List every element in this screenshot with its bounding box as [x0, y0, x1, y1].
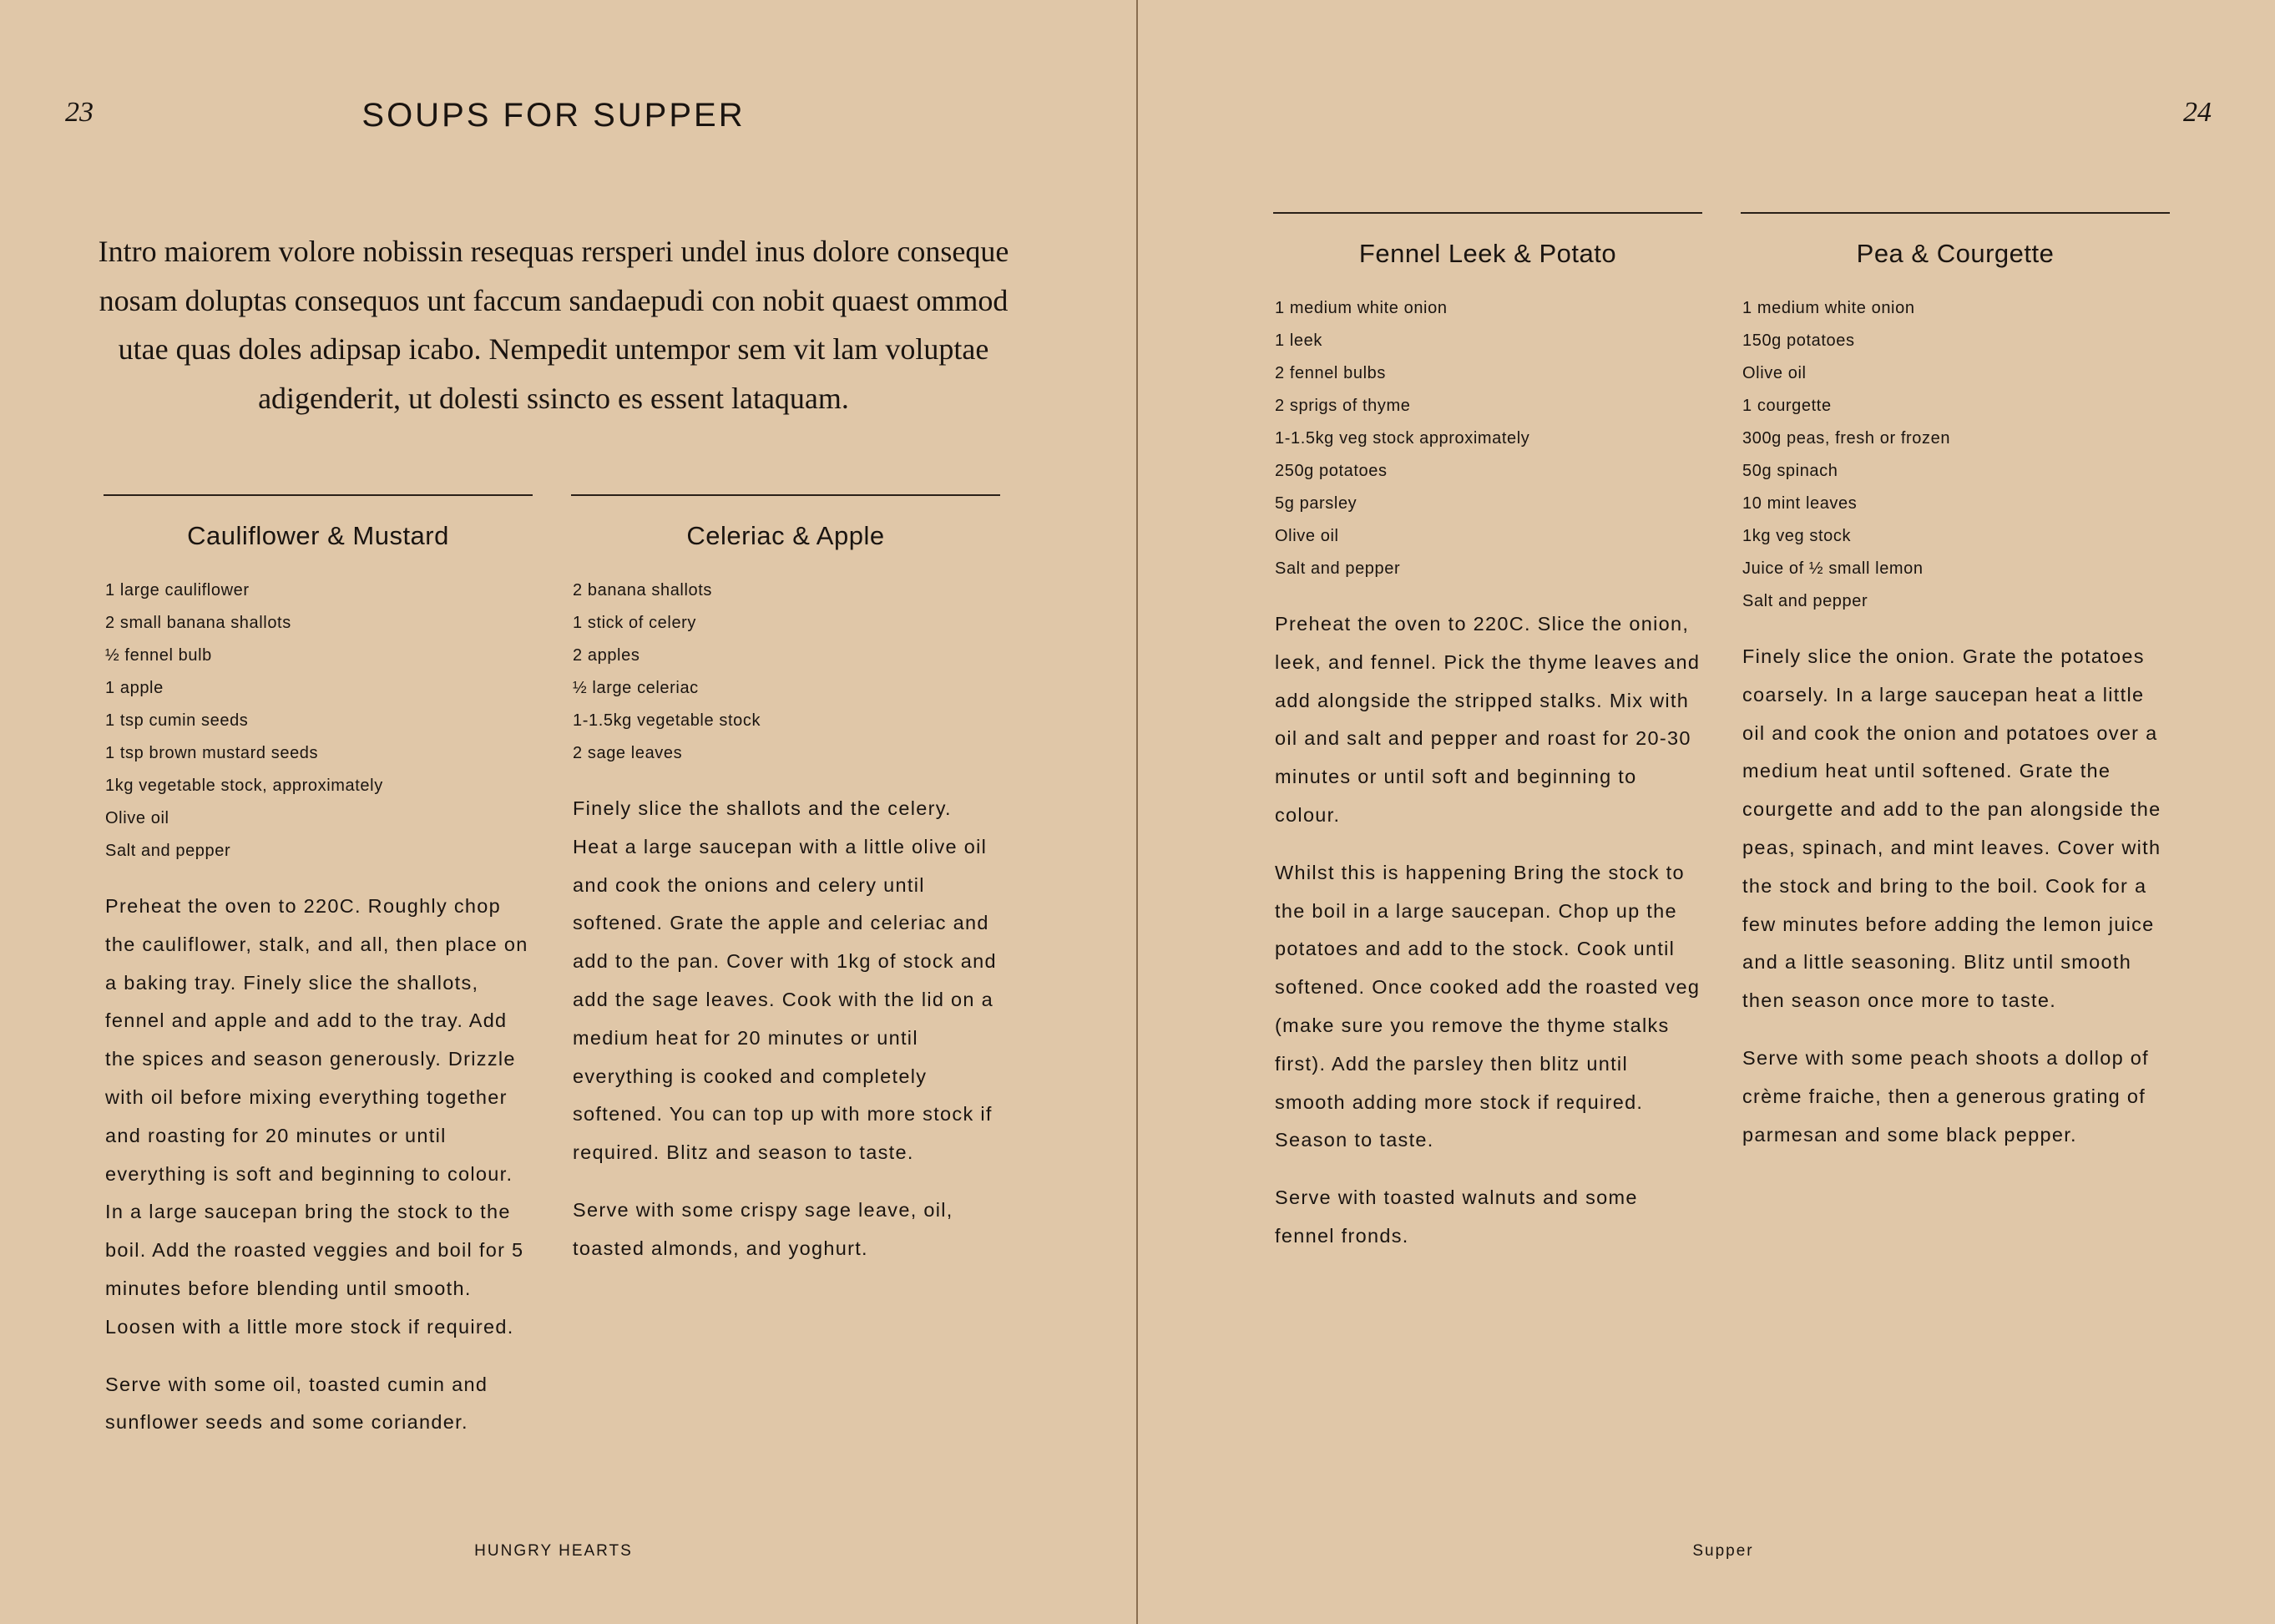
recipe-celeriac-apple [571, 494, 1000, 1268]
ingredient-item: 1-1.5kg vegetable stock [573, 711, 761, 730]
ingredient-item: ½ fennel bulb [105, 646, 212, 665]
ingredient-item: 1 tsp cumin seeds [105, 711, 249, 730]
section-rule [1741, 212, 2170, 214]
page-number-left: 23 [65, 97, 94, 128]
ingredient-item: 1 stick of celery [573, 614, 697, 632]
method-paragraph: Finely slice the onion. Grate the potatoes coarsely. In a large saucepan heat a little oil and cook the onion and potatoes over a medium heat until softened. Grate the courgette and add to the pan alongside the peas, spinach, and mint leaves. Cover with the stock and bring to the boil. Cook for a few minutes before adding the lemon juice and a little seasoning. Blitz until smooth then season once more to taste. [1742, 645, 2161, 1012]
ingredient-item: 250g potatoes [1275, 462, 1388, 480]
ingredient-item: ½ large celeriac [573, 679, 699, 697]
ingredient-item: 1 medium white onion [1742, 299, 1915, 317]
ingredient-item: 300g peas, fresh or frozen [1742, 429, 1951, 448]
ingredient-item: 2 banana shallots [573, 581, 712, 600]
serving-suggestion: Serve with some oil, toasted cumin and sunflower seeds and some coriander. [105, 1373, 488, 1434]
serving-suggestion: Serve with some peach shoots a dollop of crème fraiche, then a generous grating of parmesan and some black pepper. [1742, 1046, 2150, 1146]
ingredient-item: 1 courgette [1742, 397, 1832, 415]
ingredient-item: 1 medium white onion [1275, 299, 1448, 317]
ingredient-item: 50g spinach [1742, 462, 1838, 480]
ingredient-item: Olive oil [1742, 364, 1807, 382]
recipe-title: Pea & Courgette [1856, 239, 2055, 268]
ingredient-item: 1 large cauliflower [105, 581, 250, 600]
ingredient-item: 5g parsley [1275, 494, 1357, 513]
ingredient-item: 2 sage leaves [573, 744, 683, 762]
page-title: SOUPS FOR SUPPER [361, 97, 746, 134]
ingredient-item: 1kg veg stock [1742, 527, 1852, 545]
ingredient-item: Juice of ½ small lemon [1742, 559, 1924, 578]
method [1273, 605, 1702, 1256]
footer-section-name: Supper [1692, 1542, 1754, 1560]
ingredient-item: 2 sprigs of thyme [1275, 397, 1411, 415]
recipe-title: Celeriac & Apple [686, 521, 885, 550]
intro-paragraph: Intro maiorem volore nobissin resequas rersperi undel inus dolore conseque nosam doluptas consequos unt faccum sandaepudi con nobit quaest ommod utae quas doles adipsap icabo. Nempedit untempor sem vit lam voluptae adigenderit, ut dolesti ssincto es essent lataquam. [98, 235, 1009, 415]
ingredient-item: Salt and pepper [1275, 559, 1401, 578]
ingredient-item: Olive oil [1275, 527, 1339, 545]
serving-suggestion: Serve with toasted walnuts and some fennel fronds. [1275, 1186, 1638, 1247]
recipe-pea-courgette [1741, 212, 2170, 1154]
ingredient-list [571, 574, 1000, 770]
section-rule [1273, 212, 1702, 214]
recipe-fennel-leek-potato [1273, 212, 1702, 1256]
ingredient-item: Salt and pepper [105, 842, 231, 860]
method-paragraph: Preheat the oven to 220C. Roughly chop the cauliflower, stalk, and all, then place on a baking tray. Finely slice the shallots, fennel and apple and add to the tray. Add the spices and season generously. Drizzle with oil before mixing everything together and roasting for 20 minutes or until everything is soft and beginning to colour. In a large saucepan bring the stock to the boil. Add the roasted veggies and boil for 5 minutes before blending until smooth. Loosen with a little more stock if required. [105, 895, 528, 1338]
ingredient-item: 150g potatoes [1742, 331, 1855, 350]
method-paragraph: Finely slice the shallots and the celery. Heat a large saucepan with a little olive oil and cook the onions and celery until softened. Grate the apple and celeriac and add to the pan. Cover with 1kg of stock and add the sage leaves. Cook with the lid on a medium heat for 20 minutes or until everything is cooked and completely softened. You can top up with more stock if required. Blitz and season to taste. [573, 797, 997, 1164]
ingredient-item: 2 small banana shallots [105, 614, 291, 632]
ingredient-item: 2 fennel bulbs [1275, 364, 1386, 382]
method-paragraph: Whilst this is happening Bring the stock to the boil in a large saucepan. Chop up the potatoes and add to the stock. Cook until softened. Once cooked add the roasted veg (make sure you remove the thyme stalks first). Add the parsley then blitz until smooth adding more stock if required. Season to taste. [1275, 861, 1701, 1151]
ingredient-item: 2 apples [573, 646, 640, 665]
book-spine [1136, 0, 1138, 1624]
ingredient-item: 1 leek [1275, 331, 1322, 350]
ingredient-item: 1 tsp brown mustard seeds [105, 744, 319, 762]
ingredient-item: 10 mint leaves [1742, 494, 1858, 513]
page-number-right: 24 [2183, 97, 2212, 128]
ingredient-list [104, 574, 533, 868]
ingredient-list [1741, 292, 2170, 618]
ingredient-item: 1 apple [105, 679, 164, 697]
ingredient-item: Salt and pepper [1742, 592, 1868, 610]
method [104, 888, 533, 1442]
recipe-cauliflower-mustard [104, 494, 533, 1442]
method-paragraph: Preheat the oven to 220C. Slice the onion, leek, and fennel. Pick the thyme leaves and add alongside the stripped stalks. Mix with oil and salt and pepper and roast for 20-30 minutes or until soft and beginning to colour. [1275, 613, 1701, 826]
serving-suggestion: Serve with some crispy sage leave, oil, toasted almonds, and yoghurt. [573, 1198, 953, 1259]
method [1741, 638, 2170, 1154]
ingredient-item: Olive oil [105, 809, 169, 827]
ingredient-list [1273, 292, 1702, 585]
recipe-title: Cauliflower & Mustard [187, 521, 449, 550]
method [571, 790, 1000, 1268]
section-rule [104, 494, 533, 496]
ingredient-item: 1kg vegetable stock, approximately [105, 777, 383, 795]
section-rule [571, 494, 1000, 496]
footer-book-title: HUNGRY HEARTS [474, 1542, 633, 1560]
recipe-title: Fennel Leek & Potato [1358, 239, 1617, 268]
ingredient-item: 1-1.5kg veg stock approximately [1275, 429, 1530, 448]
